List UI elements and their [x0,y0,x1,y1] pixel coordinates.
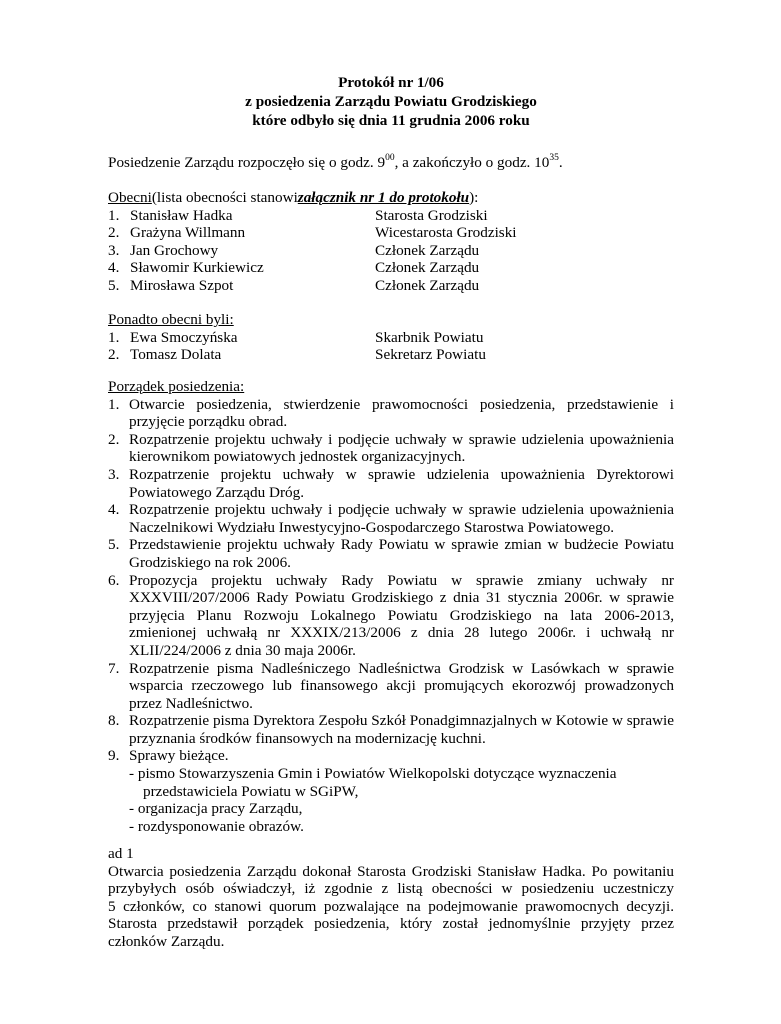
title-line-2: z posiedzenia Zarządu Powiatu Grodziskiego [245,93,537,110]
ad1-section [108,845,674,951]
agenda-sub-items [108,765,674,835]
agenda-item: 4. Rozpatrzenie projektu uchwały i podjęcie uchwały w sprawie udzielenia upoważnienia Naczelnikowi Wydziału Inwestycyjno-Gospodarczego Starostwa Powiatowego. [108,501,674,536]
sub-item: - rozdysponowanie obrazów. [129,817,304,835]
sub-item-continued: przedstawiciela Powiatu w SGiPW, [143,782,359,800]
present-list [108,189,674,295]
agenda-item: 3. Rozpatrzenie projektu uchwały w sprawie udzielenia upoważnienia Dyrektorowi Powiatowego Zarządu Dróg. [108,465,674,501]
ad1-heading: ad 1 [108,845,134,862]
also-present-heading: Ponadto obecni byli: [108,311,234,328]
ad1-paragraph: Otwarcia posiedzenia Zarządu dokonał Starosta Grodziski Stanisław Hadka. Po powitaniu przybyłych osób oświadczył, iż zgodnie z listą obecności w posiedzeniu uczestniczy 5 członków, co stanowi quorum pozwalające na podejmowanie prawomocnych decyzji. Starosta przedstawił porządek posiedzenia, który został jednomyślnie przyjęty przez członków Zarządu. [108,862,674,950]
present-member: 3. Jan Grochowy Członek Zarządu [108,241,480,259]
present-member: 1. Stanisław Hadka Starosta Grodziski [108,206,488,224]
also-present-member: 1. Ewa Smoczyńska Skarbnik Powiatu [108,328,484,346]
present-member: 5. Mirosława Szpot Członek Zarządu [108,276,480,294]
agenda-item: 7. Rozpatrzenie pisma Nadleśniczego Nadleśnictwa Grodzisk w Lasówkach w sprawie wsparcia rzeczowego lub finansowego akcji promujących ekorozwój prowadzonych przez Nadleśnictwo. [108,659,674,712]
sub-item: - organizacja pracy Zarządu, [129,800,303,818]
title-line-1: Protokół nr 1/06 [338,74,444,91]
agenda [108,378,674,835]
present-heading: Obecni (lista obecności stanowi załącznik nr 1 do protokołu ): [108,189,479,206]
agenda-item: 8. Rozpatrzenie pisma Dyrektora Zespołu Szkół Ponadgimnazjalnych w Kotowie w sprawie przyznania środków finansowych na modernizację kuchni. [108,712,674,747]
document-title [108,74,674,131]
present-member: 4. Sławomir Kurkiewicz Członek Zarządu [108,259,480,277]
present-member: 2. Grażyna Willmann Wicestarosta Grodziski [108,224,517,242]
sub-item: - pismo Stowarzyszenia Gmin i Powiatów Wielkopolski dotyczące wyznaczenia [129,765,617,783]
agenda-item: 5. Przedstawienie projektu uchwały Rady Powiatu w sprawie zmian w budżecie Powiatu Grodziskiego na rok 2006. [108,536,674,571]
title-line-3: które odbyło się dnia 11 grudnia 2006 roku [252,112,530,129]
also-present-list [108,311,674,364]
agenda-item: 1. Otwarcie posiedzenia, stwierdzenie prawomocności posiedzenia, przedstawienie i przyjęcie porządku obrad. [108,395,674,431]
also-present-member: 2. Tomasz Dolata Sekretarz Powiatu [108,346,486,364]
agenda-heading: Porządek posiedzenia: [108,378,245,395]
session-time: Posiedzenie Zarządu rozpoczęło się o godz. $9^{00}$, a zakończyło o godz. $10^{35}$. [108,152,563,171]
agenda-item: 2. Rozpatrzenie projektu uchwały i podjęcie uchwały w sprawie udzielenia upoważnienia kierownikom powiatowych jednostek organizacyjnych. [108,430,674,466]
agenda-item: 6. Propozycja projektu uchwały Rady Powiatu w sprawie zmiany uchwały nr XXXVIII/207/2006 Rady Powiatu Grodziskiego z dnia 31 stycznia 2006r. w sprawie przyjęcia Planu Rozwoju Lokalnego Powiatu Grodziskiego na lata 2006-2013, zmienionej uchwałą nr XXXIX/213/2006 z dnia 28 lutego 2006r. i uchwałą nr XLII/224/2006 z dnia 30 maja 2006r. [108,571,674,659]
agenda-item: 9. Sprawy bieżące. [108,747,229,765]
